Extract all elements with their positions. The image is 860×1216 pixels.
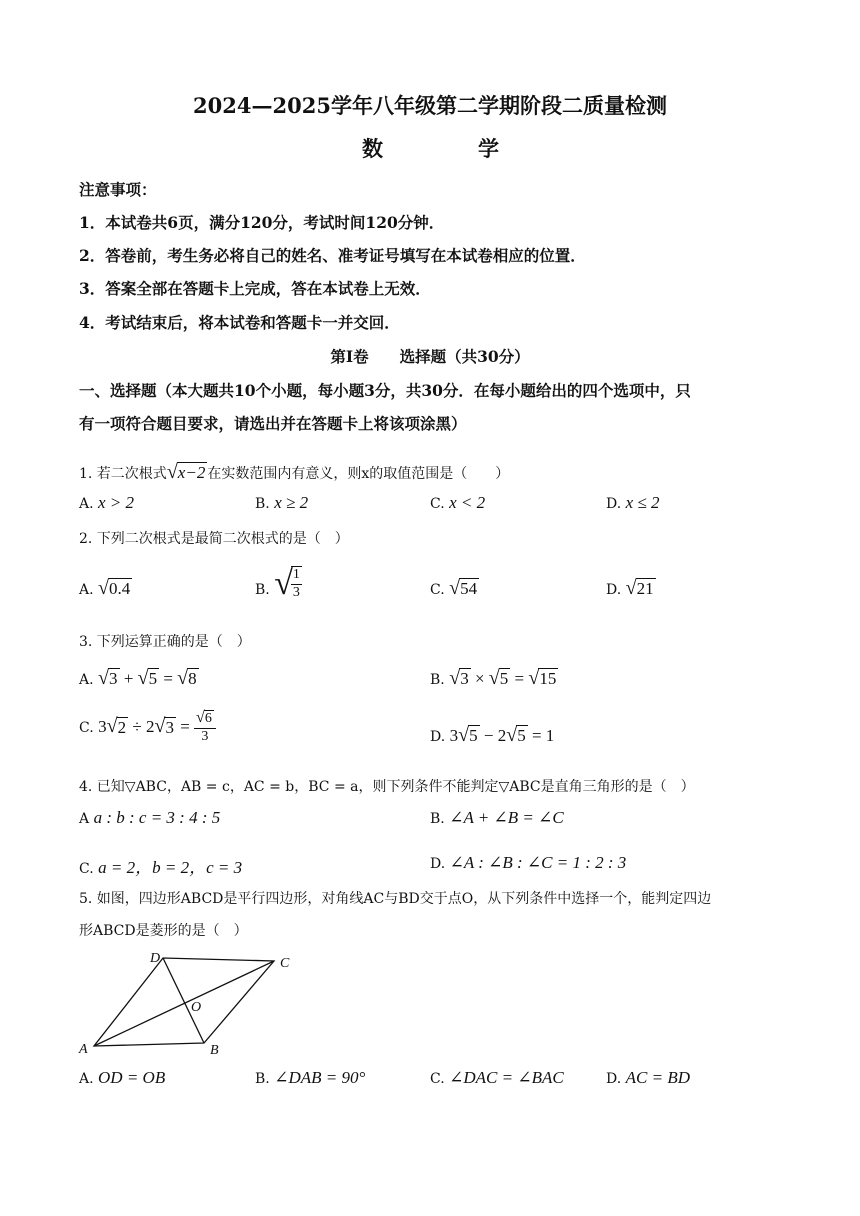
- q2-b-numerator: 1: [291, 567, 302, 585]
- q3-a-label: A.: [79, 672, 94, 688]
- q5-b-value: ∠DAB = 90°: [274, 1068, 366, 1087]
- q3-d-label: D.: [430, 729, 446, 745]
- q2-a-label: A.: [79, 582, 94, 598]
- q5-option-d[interactable]: [606, 1068, 690, 1088]
- parallelogram-figure: [75, 948, 305, 1060]
- q3-option-b[interactable]: B. √3 × √5 = √15: [430, 667, 557, 689]
- q4-c-label: C.: [79, 861, 94, 877]
- q2-b-label: B.: [255, 581, 270, 598]
- q3-stem: 3. 下列运算正确的是（ ）: [79, 634, 251, 650]
- q4-a-value: a : b : c = 3 : 4 : 5: [93, 808, 221, 827]
- center-label-o: O: [191, 1000, 202, 1015]
- q2-option-a[interactable]: A. √0.4: [79, 577, 131, 599]
- q1-radicand: x−2: [177, 463, 206, 482]
- q5-c-value: ∠DAC = ∠BAC: [449, 1068, 564, 1087]
- note-item-3: 3．答案全部在答题卡上完成，答在本试卷上无效．: [79, 279, 431, 298]
- notes-heading: 注意事项：: [79, 180, 157, 199]
- q4-option-a[interactable]: [79, 808, 220, 828]
- vertex-label-a: A: [79, 1042, 88, 1057]
- q5-stem-line2: 形ABCD是菱形的是（ ）: [79, 923, 248, 939]
- q2-option-c[interactable]: C. √54: [430, 577, 478, 599]
- q4-option-c[interactable]: [79, 853, 242, 878]
- q2-d-label: D.: [606, 582, 622, 598]
- q1-b-value: x ≥ 2: [274, 493, 309, 512]
- q1-option-d[interactable]: [606, 493, 660, 513]
- q4-c-value: a = 2，b = 2，c = 3: [98, 858, 243, 877]
- q2-d-radicand: 21: [636, 579, 654, 598]
- q4-a-label: A: [79, 811, 90, 827]
- note-item-4: 4．考试结束后，将本试卷和答题卡一并交回．: [79, 313, 400, 332]
- q4-option-b[interactable]: [430, 808, 564, 828]
- note-item-2: 2．答卷前，考生务必将自己的姓名、准考证号填写在本试卷相应的位置．: [79, 246, 586, 265]
- section-title: 第Ⅰ卷 选择题（共30分）: [330, 347, 530, 366]
- note-item-1: 1．本试卷共6页，满分120分，考试时间120分钟．: [79, 213, 445, 232]
- q5-b-label: B.: [255, 1071, 270, 1087]
- q5-option-a[interactable]: [79, 1068, 165, 1088]
- section-instruction-2: 有一项符合题目要求，请选出并在答题卡上将该项涂黑）: [79, 414, 467, 433]
- vertex-label-d: D: [150, 951, 161, 966]
- q1-prefix: 1. 若二次根式: [79, 466, 167, 482]
- q4-b-value: ∠A + ∠B = ∠C: [449, 808, 564, 827]
- q1-stem: 1. 若二次根式√x−2 在实数范围内有意义，则x的取值范围是（ ）: [79, 461, 510, 483]
- q1-b-label: B.: [255, 496, 270, 512]
- q2-stem: 2. 下列二次根式是最简二次根式的是（ ）: [79, 531, 349, 547]
- q3-b-label: B.: [430, 672, 445, 688]
- q1-option-a[interactable]: [79, 493, 134, 513]
- q1-suffix: 在实数范围内有意义，则x的取值范围是（ ）: [207, 466, 510, 482]
- exam-title: 2024—2025学年八年级第二学期阶段二质量检测: [193, 93, 667, 118]
- q1-option-c[interactable]: [430, 493, 485, 513]
- q1-d-value: x ≤ 2: [625, 493, 660, 512]
- q2-option-b[interactable]: B. √ $\frac{1}{3}$: [255, 564, 300, 602]
- q5-a-value: OD = OB: [98, 1068, 166, 1087]
- q1-d-label: D.: [606, 496, 622, 512]
- q3-c-label: C.: [79, 719, 94, 736]
- q1-option-b[interactable]: [255, 493, 308, 513]
- q2-b-denominator: 3: [292, 584, 300, 600]
- q5-stem-line1: 5. 如图，四边形ABCD是平行四边形，对角线AC与BD交于点O，从下列条件中选择一个，能判定四边: [79, 891, 712, 907]
- q5-d-value: AC = BD: [625, 1068, 690, 1087]
- q3-option-c[interactable]: C. 3 √ 2 ÷ 2 √ 3 = $\frac{√6}{3}$: [79, 708, 216, 746]
- q4-stem: 4. 已知▽ABC，AB = c，AC = b，BC = a，则下列条件不能判定▽ABC是直角三角形的是（ ）: [79, 779, 695, 795]
- vertex-label-c: C: [280, 956, 290, 971]
- diagonal-ac: [94, 961, 274, 1046]
- q4-b-label: B.: [430, 811, 445, 827]
- q2-c-label: C.: [430, 582, 445, 598]
- q5-option-b[interactable]: [255, 1068, 365, 1088]
- q3-option-d[interactable]: D. 3√5 − 2√5 = 1: [430, 724, 555, 746]
- vertex-label-b: B: [210, 1043, 219, 1058]
- q5-d-label: D.: [606, 1071, 622, 1087]
- q2-a-radicand: 0.4: [109, 579, 131, 598]
- q3-option-a[interactable]: A. √3 + √5 = √8: [79, 667, 197, 689]
- q5-a-label: A.: [79, 1071, 94, 1087]
- q5-c-label: C.: [430, 1071, 445, 1087]
- q4-d-value: ∠A : ∠B : ∠C = 1 : 2 : 3: [449, 853, 627, 872]
- section-instruction-1: 一、选择题（本大题共10个小题，每小题3分，共30分．在每小题给出的四个选项中，只: [79, 381, 691, 400]
- subject-char-1: 数: [362, 136, 383, 161]
- q1-c-value: x < 2: [449, 493, 486, 512]
- q4-option-d[interactable]: [430, 853, 626, 873]
- q1-a-label: A.: [79, 496, 94, 512]
- q5-option-c[interactable]: [430, 1068, 564, 1088]
- q2-c-radicand: 54: [460, 579, 478, 598]
- q2-option-d[interactable]: D. √21: [606, 577, 654, 599]
- q1-a-value: x > 2: [98, 493, 135, 512]
- q1-c-label: C.: [430, 496, 445, 512]
- subject-char-2: 学: [478, 136, 499, 161]
- q4-d-label: D.: [430, 856, 446, 872]
